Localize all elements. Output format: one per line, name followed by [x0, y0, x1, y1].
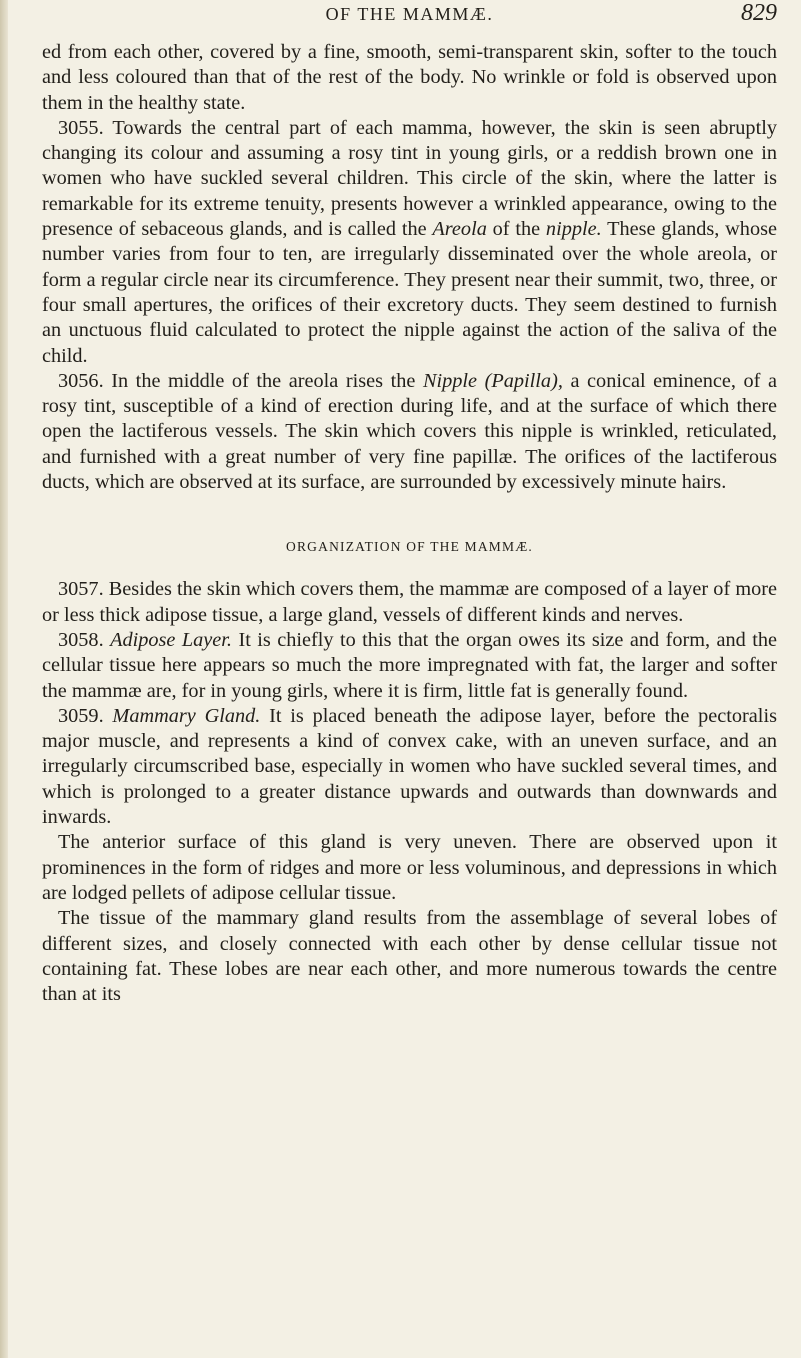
- paragraph-3055: [42, 116, 777, 369]
- paragraph-number: 3059.: [58, 704, 104, 727]
- paragraph-3058: [42, 628, 777, 704]
- term-adipose-layer: Adipose Layer.: [110, 628, 232, 651]
- term-nipple: nipple.: [545, 218, 602, 241]
- paragraph-number: 3058.: [58, 628, 104, 651]
- paragraph-gland-tissue: [42, 906, 777, 1007]
- term-nipple-papilla: Nipple (Papilla),: [422, 369, 563, 392]
- paragraph-text: These glands, whose number varies from four to ten, are irregularly disseminated over the whole areola, or form a regular circle near its circumference. They present near their summit, two, three, or four small apertures, the orifices of their excretory ducts. They seem destined to furnish an unctuous fluid calculated to protect the nipple against the action of the saliva of the child.: [42, 218, 777, 367]
- page-number: 829: [741, 0, 777, 26]
- book-page: [42, 0, 777, 1007]
- section-heading: ORGANIZATION OF THE MAMMÆ.: [286, 539, 533, 555]
- paragraph-text: The anterior surface of this gland is very uneven. There are observed upon it prominences in the form of ridges and more or less voluminous, and depressions in which are lodged pellets of adipose cellular tissue.: [42, 831, 777, 904]
- paragraph-anterior-surface: [42, 830, 777, 906]
- running-title: OF THE MAMMÆ.: [325, 4, 494, 24]
- term-areola: Areola: [432, 218, 487, 241]
- page-spine-shadow: [0, 0, 8, 1358]
- paragraph-number: 3056.: [58, 369, 104, 392]
- paragraph-text: Towards the central part of each mamma, however, the skin is seen abruptly changing its colour and assuming a rosy tint in young girls, or a reddish brown one in women who have suckled several children. This circle of the skin, where the latter is remarkable for its extreme tenuity, presents however a wrinkled appearance, owing to the presence of sebaceous glands, and is called the: [42, 116, 777, 241]
- paragraph-text: The tissue of the mammary gland results from the assemblage of several lobes of different sizes, and closely connected with each other by dense cellular tissue not containing fat. These lobes are near each other, and more numerous towards the centre than at its: [42, 907, 777, 1006]
- term-mammary-gland: Mammary Gland.: [112, 704, 261, 727]
- paragraph-3056: [42, 369, 777, 495]
- paragraph-text: Besides the skin which covers them, the mammæ are composed of a layer of more or less thick adipose tissue, a large gland, vessels of different kinds and nerves.: [42, 578, 777, 626]
- paragraph-text: It is placed beneath the adipose layer, before the pectoralis major muscle, and represents a kind of convex cake, with an uneven surface, and an irregularly circumscribed base, especially in women who have suckled several times, and which is prolonged to a greater distance upwards and outwards than downwards and inwards.: [42, 704, 777, 829]
- paragraph-number: 3057.: [58, 578, 104, 601]
- paragraph-number: 3055.: [58, 116, 104, 139]
- running-head: [42, 0, 777, 40]
- paragraph-text: of the: [492, 218, 541, 241]
- paragraph-continued: [42, 40, 777, 116]
- paragraph-3057: [42, 577, 777, 628]
- paragraph-3059: [42, 704, 777, 830]
- paragraph-text: It is chiefly to this that the organ owes its size and form, and the cellular tissue here appears so much the more impregnated with fat, the larger and softer the mammæ are, for in young girls, where it is firm, little fat is generally found.: [42, 628, 777, 702]
- paragraph-text: a conical eminence, of a rosy tint, susceptible of a kind of erection during life, and at the surface of which there open the lactiferous vessels. The skin which covers this nipple is wrinkled, reticulated, and furnished with a great number of very fine papillæ. The orifices of the lactiferous ducts, which are observed at its surface, are surrounded by excessively minute hairs.: [42, 369, 777, 494]
- paragraph-text: ed from each other, covered by a fine, smooth, semi-transparent skin, softer to the touch and less coloured than that of the rest of the body. No wrinkle or fold is observed upon them in the healthy state.: [42, 41, 777, 114]
- paragraph-text: In the middle of the areola rises the: [111, 369, 416, 392]
